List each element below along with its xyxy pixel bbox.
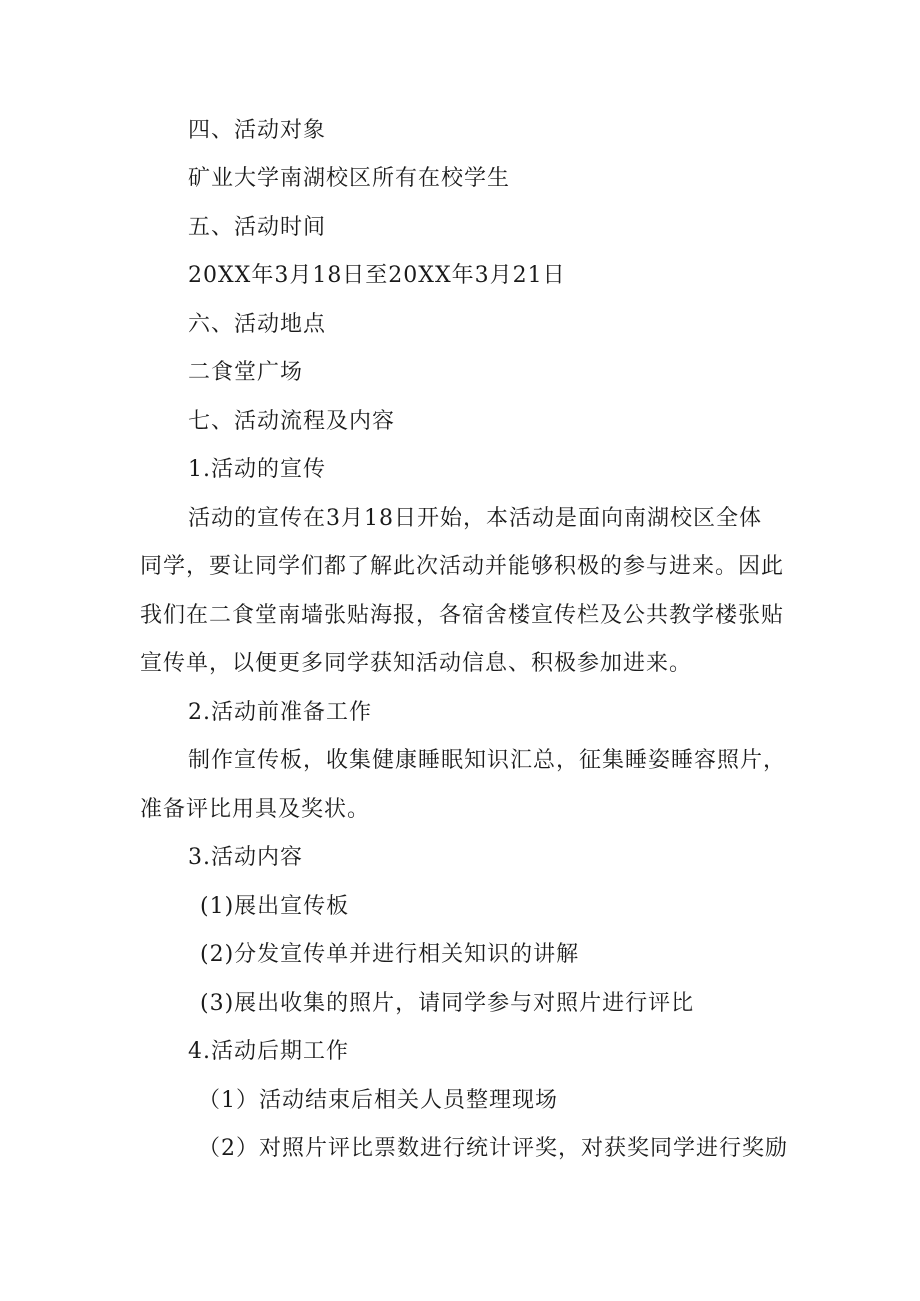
heading-activity-process: 七、活动流程及内容 (188, 409, 396, 434)
list-item: （1）活动结束后相关人员整理现场 (198, 1088, 558, 1113)
subheading-promotion: 1.活动的宣传 (188, 457, 326, 482)
paragraph-line: 准备评比用具及奖状。 (140, 797, 371, 822)
paragraph-line: 二食堂广场 (188, 360, 304, 385)
paragraph-line: 20XX年3月18日至20XX年3月21日 (188, 263, 566, 288)
heading-activity-time: 五、活动时间 (188, 215, 327, 240)
paragraph-line: 制作宣传板，收集健康睡眠知识汇总，征集睡姿睡容照片， (188, 748, 787, 773)
subheading-preparation: 2.活动前准备工作 (188, 700, 372, 725)
subheading-followup: 4.活动后期工作 (188, 1039, 349, 1064)
list-item: (2)分发宣传单并进行相关知识的讲解 (200, 942, 580, 967)
subheading-content: 3.活动内容 (188, 845, 303, 870)
paragraph-line: 宣传单，以便更多同学获知活动信息、积极参加进来。 (140, 651, 693, 676)
heading-activity-target: 四、活动对象 (188, 118, 327, 143)
heading-activity-location: 六、活动地点 (188, 312, 327, 337)
list-item: (1)展出宣传板 (200, 894, 350, 919)
list-item: （2）对照片评比票数进行统计评奖，对获奖同学进行奖励 (198, 1136, 788, 1161)
paragraph-line: 活动的宣传在3月18日开始，本活动是面向南湖校区全体 (188, 506, 762, 531)
paragraph-line: 矿业大学南湖校区所有在校学生 (188, 166, 511, 191)
paragraph-line: 我们在二食堂南墙张贴海报，各宿舍楼宣传栏及公共教学楼张贴 (140, 603, 785, 628)
paragraph-line: 同学，要让同学们都了解此次活动并能够积极的参与进来。因此 (140, 554, 785, 579)
list-item: (3)展出收集的照片，请同学参与对照片进行评比 (200, 991, 695, 1016)
